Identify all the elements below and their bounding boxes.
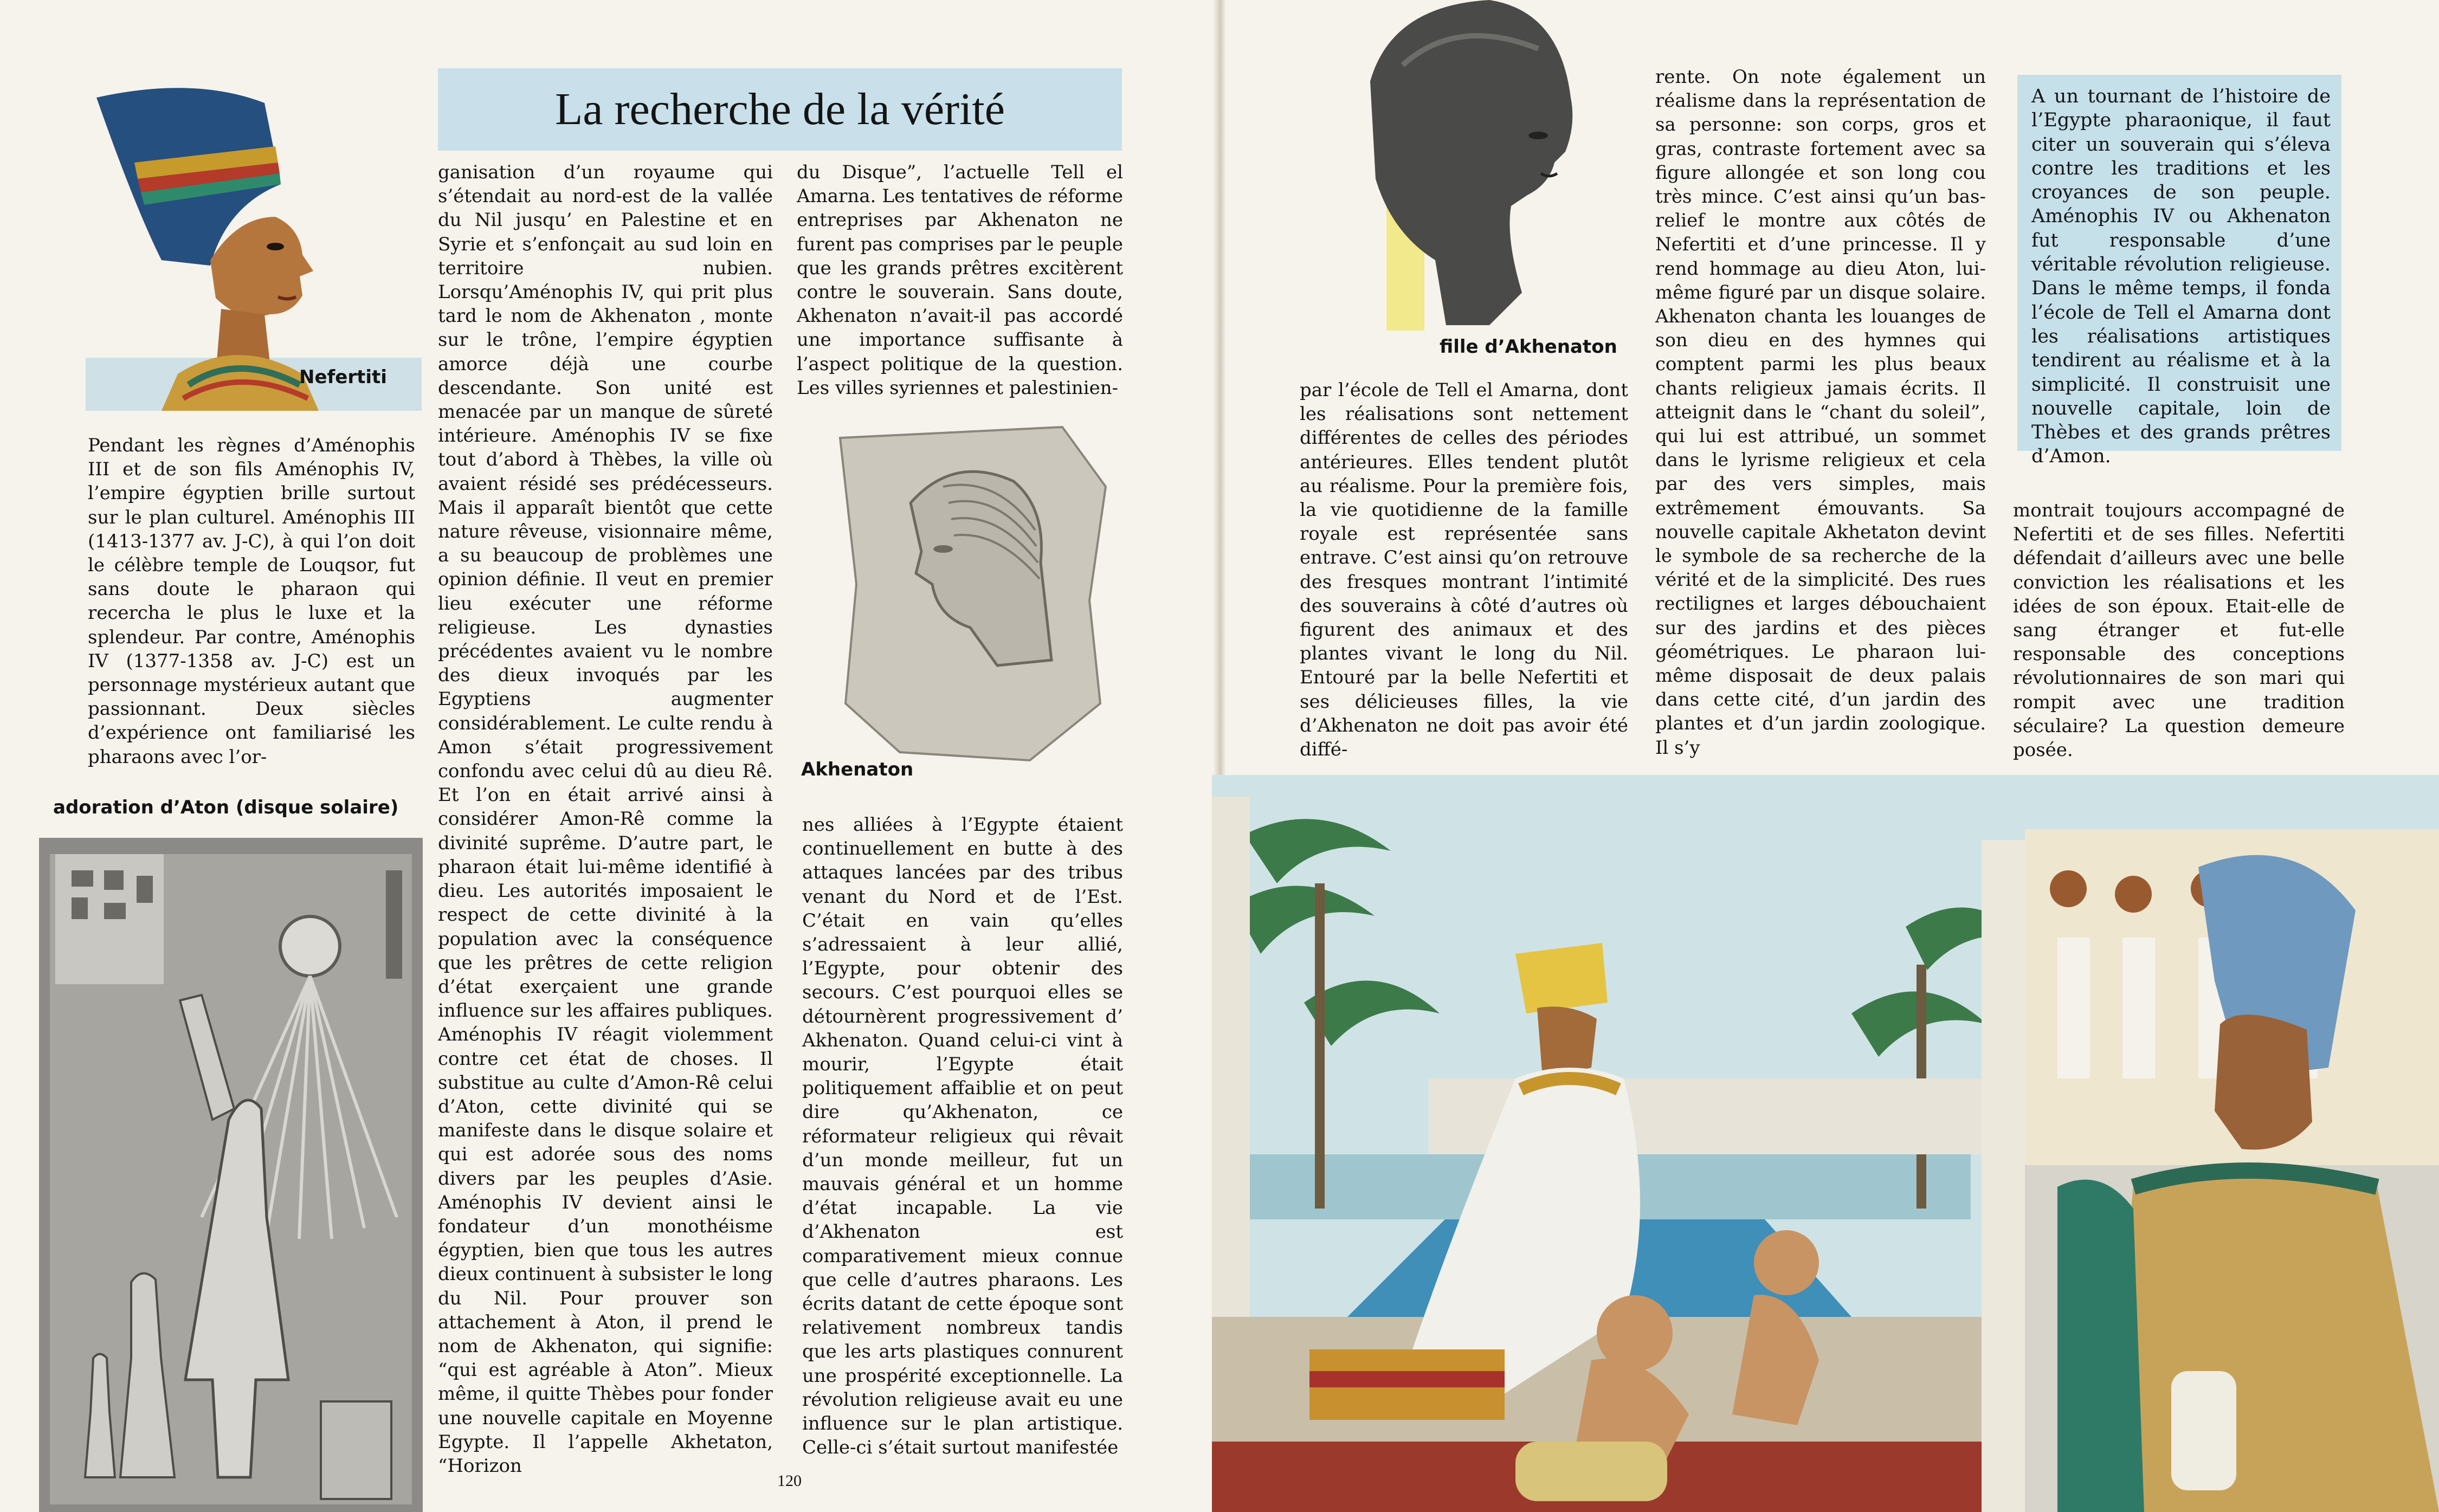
- adoration-relief-illustration: [39, 838, 423, 1512]
- text-column-3-bottom: nes alliées à l’Egypte étaient continuellement en butte à des attaques lancées par des tribus venant du Nord et de l’Est. C’était en vain qu’elles s’adressaient à leur allié, l’Egypte, pour obtenir des secours. C’est pourquoi elles se détournèrent progressivement d’ Akhenaton. Quand celui-ci vint à mourir, l’Egypte était politiquement affaiblie et on peut dire qu’Akhenaton, ce réformateur religieux qui rêvait d’un monde meilleur, fut un mauvais général et un homme d’état incapable. La vie d’Akhenaton est comparativement mieux connue que celle d’autres pharaons. Les écrits datant de cette époque sont relativement nombreux tandis que les arts plastiques connurent une prospérité exceptionnelle. La révolution religieuse avait eu une influence sur le plan artistique. Celle-ci s’était surtout manifestée: [802, 814, 1123, 1459]
- page-title: La recherche de la vérité: [554, 84, 1005, 134]
- caption-adoration-aton: adoration d’Aton (disque solaire): [53, 797, 399, 818]
- intro-box: [2017, 75, 2341, 468]
- text-column-6: montrait toujours accompagné de Nefertiti et de ses filles. Nefertiti défendait d’ailleurs avec une belle conviction les réalisations et les idées de son époux. Etait-elle de sang étranger et fut-elle responsable des conceptions révolutionnaires de son mari qui rompit avec une tradition séculaire? La question demeure posée.: [2013, 500, 2345, 761]
- nefertiti-illustration: [86, 81, 422, 411]
- text-column-5: rente. On note également un réalisme dans la représentation de sa personne: son corps, gros et gras, contraste fortement avec sa figure allongée et son long cou très mince. C’est ainsi qu’un bas-relief le montre aux côtés de Nefertiti et d’une princesse. Il y rend hommage au dieu Aton, lui-même figuré par un disque solaire. Akhenaton chanta les louanges de son dieu en des hymnes qui comptent parmi les plus beaux chants religieux jamais écrits. Il atteignit dans le “chant du soleil”, qui lui est attribué, un sommet dans le lyrisme religieux et cela par des vers simples, mais extrêmement émouvants. Sa nouvelle capitale Akhetaton devint le symbole de sa recherche de la vérité et de la simplicité. Des rues rectilignes et larges débouchaient sur des jardins et des pièces géométriques. Le pharaon lui-même disposait de deux palais dans cette cité, d’un jardin des plantes et d’un jardin zoologique. Il s’y: [1655, 66, 1986, 759]
- text-column-4: par l’école de Tell el Amarna, dont les réalisations sont nettement différentes de celles des périodes antérieures. Elles tendent plutôt au réalisme. Pour la première fois, la vie quotidienne de la famille royale est représentée sans entrave. C’est ainsi qu’on retrouve des fresques montrant l’intimité des souverains à côté d’autres où figurent des animaux et des plantes vivant le long du Nil. Entouré par la belle Nefertiti et ses délicieuses filles, la vie d’Akhenaton ne doit pas avoir été diffé-: [1300, 379, 1628, 761]
- title-banner: [438, 68, 1122, 151]
- page-number: 120: [777, 1472, 802, 1490]
- text-column-2: ganisation d’un royaume qui s’étendait au nord-est de la vallée du Nil jusqu’ en Palestine et en Syrie et s’enfonçait au sud loin en territoire nubien. Lorsqu’Aménophis IV, qui prit plus tard le nom de Akhenaton , monte sur le trône, l’empire égyptien amorce déjà une courbe descendante. Son unité est menacée par un manque de sûreté intérieure. Aménophis IV se fixe tout d’abord à Thèbes, la ville où avaient résidé ses prédécesseurs. Mais il apparaît bientôt que cette nature rêveuse, visionnaire même, a su beaucoup de problèmes une opinion définie. Il veut en premier lieu exécuter une réforme religieuse. Les dynasties précédentes avaient vu le nombre des dieux invoqués par les Egyptiens augmenter considérablement. Le culte rendu à Amon s’était progressivement confondu avec celui dû au dieu Rê. Et l’on en était arrivé ainsi à considérer Amon-Rê comme la divinité suprême. D’autre part, le pharaon était lui-même identifié à dieu. Les autorités imposaient le respect de cette divinité à la population avec la conséquence que les prêtres de cette religion d’état exerçaient une grande influence sur les affaires publiques. Aménophis IV réagit violemment contre cet état de choses. Il substitue au culte d’Amon-Rê celui d’Aton, cette divinité qui se manifeste dans le disque solaire et qui est adorée sous des noms divers par les peuples d’Asie. Aménophis IV devient ainsi le fondateur d’un monothéisme égyptien, bien que tous les autres dieux continuent à subsister le long du Nil. Pour prouver son attachement à Aton, il prend le nom de Akhenaton, qui signifie: “qui est agréable à Aton”. Mieux même, il quitte Thèbes pour fonder une nouvelle capitale en Moyenne Egypte. Il l’appelle Akhetaton, “Horizon: [438, 161, 773, 1477]
- family-painting-illustration: [1212, 775, 2439, 1512]
- text-column-1: Pendant les règnes d’Aménophis III et de son fils Aménophis IV, l’empire égyptien brille surtout sur le plan culturel. Aménophis III (1413-1377 av. J-C), à qui l’on doit le célèbre temple de Louqsor, fut sans doute le pharaon qui recercha le plus le luxe et la splendeur. Par contre, Aménophis IV (1377-1358 av. J-C) est un personnage mystérieux autant que passionnant. Deux siècles d’expérience ont familiarisé les pharaons avec l’or-: [88, 435, 415, 768]
- daughter-head-illustration: [1327, 0, 1609, 331]
- caption-akhenaton: Akhenaton: [801, 759, 914, 780]
- akhenaton-relief-illustration: [835, 422, 1109, 765]
- intro-text: A un tournant de l’histoire de l’Egypte pharaonique, il faut citer un souverain qui s’éleva contre les traditions et les croyances de son peuple. Aménophis IV ou Akhenaton fut responsable d’une véritable révolution religieuse. Dans le même temps, il fonda l’école de Tell el Amarna dont les réalisations artistiques tendirent au réalisme et à la simplicité. Il construisit une nouvelle capitale, loin de Thèbes et des grands prêtres d’Amon.: [2031, 86, 2331, 468]
- caption-fille-akhenaton: fille d’Akhenaton: [1440, 336, 1617, 358]
- caption-nefertiti: Nefertiti: [299, 366, 387, 388]
- text-column-3-top: du Disque”, l’actuelle Tell el Amarna. Les tentatives de réforme entreprises par Akhenaton ne furent pas comprises par le peuple que les grands prêtres excitèrent contre le souverain. Sans doute, Akhenaton n’avait-il pas accordé une importance suffisante à l’aspect politique de la question. Les villes syriennes et palestinien-: [797, 161, 1123, 399]
